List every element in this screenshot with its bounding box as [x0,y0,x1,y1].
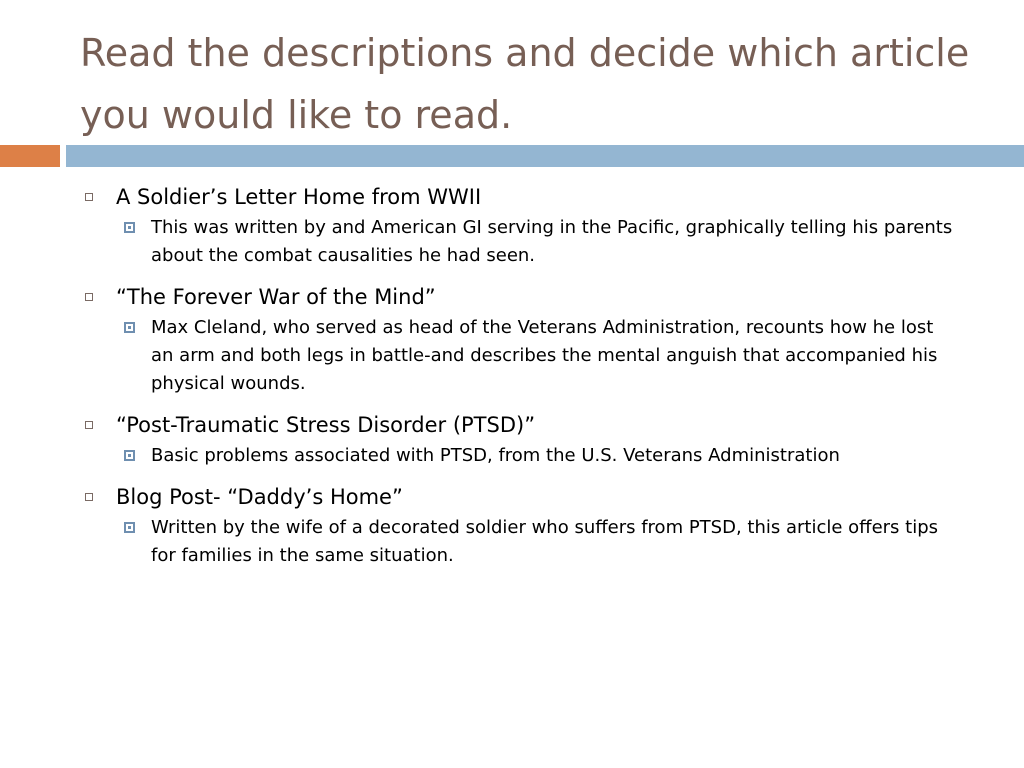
list-item [80,280,960,398]
article-title: Blog Post- “Daddy’s Home” [116,485,403,509]
sub-list [80,514,960,570]
sub-list [80,442,960,470]
article-description: Written by the wife of a decorated soldier who suffers from PTSD, this article offers tips for families in the same situation. [151,517,938,566]
sub-list [80,214,960,270]
square-bullet-icon [85,421,93,429]
article-title: “The Forever War of the Mind” [116,285,436,309]
square-bullet-icon [85,193,93,201]
title-divider-bar [66,145,1024,167]
bullet-list [80,180,960,580]
boxed-square-bullet-icon [124,322,135,333]
article-title: A Soldier’s Letter Home from WWII [116,185,482,209]
boxed-square-bullet-icon [124,222,135,233]
sub-list-item [80,314,960,398]
square-bullet-icon [85,493,93,501]
article-description: Max Cleland, who served as head of the Veterans Administration, recounts how he lost an arm and both legs in battle-and describes the mental anguish that accompanied his physical wounds. [151,317,938,394]
list-item [80,408,960,470]
boxed-square-bullet-icon [124,522,135,533]
square-bullet-icon [85,293,93,301]
article-description: This was written by and American GI serving in the Pacific, graphically telling his parents about the combat causalities he had seen. [151,217,953,266]
article-description: Basic problems associated with PTSD, from the U.S. Veterans Administration [151,445,840,466]
sub-list-item [80,514,960,570]
sub-list [80,314,960,398]
slide-title: Read the descriptions and decide which article you would like to read. [80,31,970,137]
sub-list-item [80,442,960,470]
article-title: “Post-Traumatic Stress Disorder (PTSD)” [116,413,536,437]
list-item [80,180,960,270]
title-accent-bar [0,145,60,167]
sub-list-item [80,214,960,270]
list-item [80,480,960,570]
boxed-square-bullet-icon [124,450,135,461]
